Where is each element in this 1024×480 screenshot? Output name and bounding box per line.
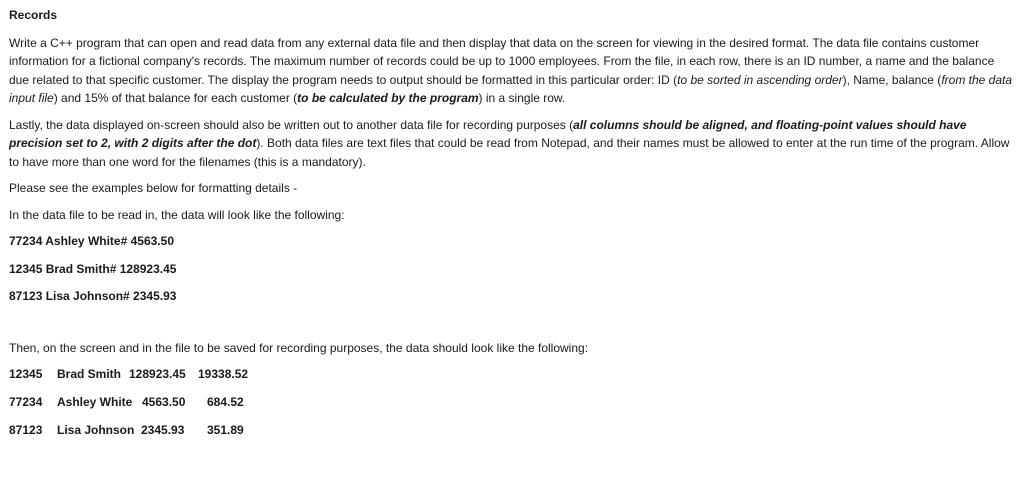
intro-paragraph (9, 34, 1013, 108)
output-row (9, 365, 1013, 384)
intro-text-4: ) in a single row. (478, 91, 566, 105)
document-title: Records (9, 8, 58, 22)
intro-bold-calc: to be calculated by the program (297, 91, 479, 105)
output-percent: 684.52 (207, 395, 244, 409)
input-line: 77234 Ashley White# 4563.50 (9, 234, 174, 248)
intro-italic-source: from the data input file (9, 72, 1013, 105)
output-row (9, 393, 1013, 412)
output-example-intro: Then, on the screen and in the file to be saved for recording purposes, the data should look like the following: (9, 340, 589, 355)
intro-text-1: Write a C++ program that can open and read data from any external data file and then display that data on the screen for viewing in the desired format. The data file contains customer information for a fictional company's records. The maximum number of records could be up to 1000 employees. From the file, in each row, there is an ID number, a name and the balance due related to that specific customer. The display the program needs to output should be formatted in this particular order: ID ( (9, 35, 995, 87)
output-balance: 4563.50 (142, 395, 186, 409)
output-example-block (9, 365, 1013, 440)
output-balance: 2345.93 (141, 423, 185, 437)
output-id: 77234 (9, 395, 43, 409)
output-text-2: ). Both data files are text files that could be read from Notepad, and their names must be allowed to enter at the run time of the program. Allow to have more than one word for the filenames (this is a mandatory). (9, 136, 1010, 169)
input-line: 87123 Lisa Johnson# 2345.93 (9, 289, 177, 303)
output-percent: 351.89 (207, 423, 244, 437)
output-name: Ashley White (57, 395, 133, 409)
output-row (9, 421, 1013, 440)
input-example-block (9, 232, 1013, 306)
output-paragraph (9, 116, 1013, 172)
output-id: 12345 (9, 367, 43, 381)
output-name: Brad Smith (57, 367, 122, 381)
output-name: Lisa Johnson (57, 423, 135, 437)
intro-italic-sort: to be sorted in ascending order (677, 72, 843, 87)
output-balance: 128923.45 (129, 367, 186, 381)
examples-intro: Please see the examples below for formatting details - (9, 181, 298, 195)
intro-text-3: ) and 15% of that balance for each customer ( (53, 91, 298, 105)
input-line: 12345 Brad Smith# 128923.45 (9, 261, 177, 276)
output-bold-format: all columns should be aligned, and floating-point values should have precision set to 2, with 2 digits after the dot (9, 117, 967, 150)
input-example-intro: In the data file to be read in, the data will look like the following: (9, 207, 345, 222)
output-id: 87123 (9, 423, 43, 437)
intro-text-2: ), Name, balance ( (842, 72, 942, 87)
output-text-1: Lastly, the data displayed on-screen should also be written out to another data file for recording purposes ( (9, 117, 574, 132)
output-percent: 19338.52 (198, 367, 249, 381)
